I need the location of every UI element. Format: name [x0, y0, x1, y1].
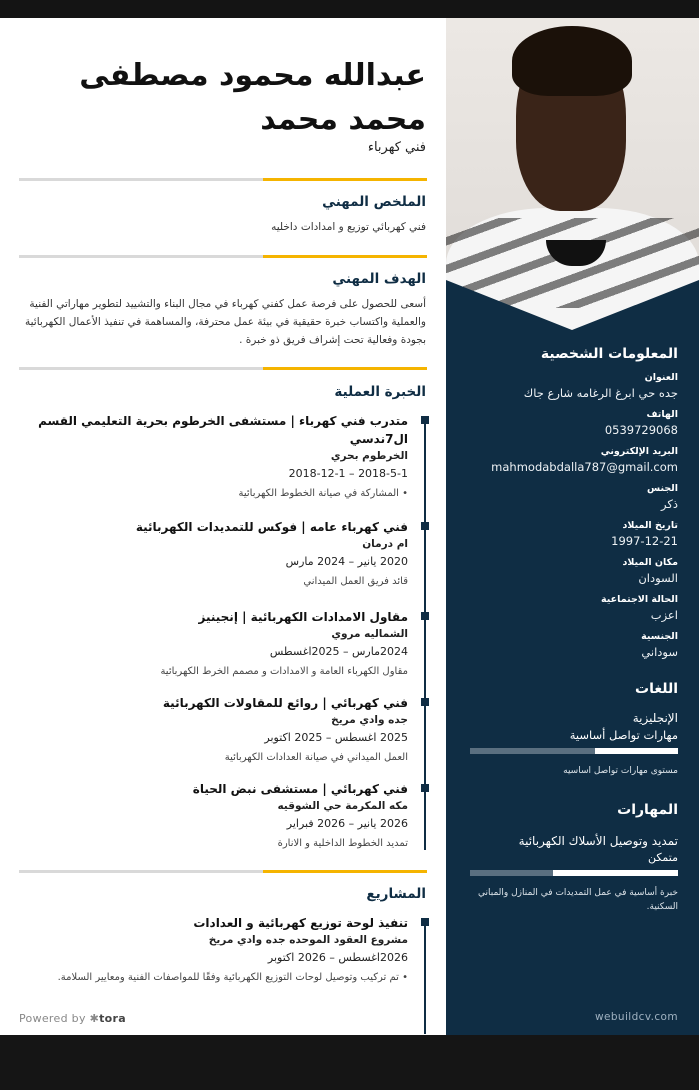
info-label: البريد الإلكتروني — [600, 446, 678, 457]
info-address — [466, 372, 678, 400]
job-title: فني كهربائي | روائع للمقاولات الكهربائية — [162, 696, 408, 710]
timeline-marker — [421, 522, 429, 530]
tora-logo-icon: ✱ — [89, 1012, 100, 1025]
site-link[interactable]: webuildcv.com — [594, 1011, 678, 1023]
info-birthdate — [466, 520, 678, 548]
job-description: تمديد الخطوط الداخلية و الانارة — [277, 838, 408, 849]
skill-level-fill — [553, 870, 678, 876]
info-label: تاريخ الميلاد — [622, 520, 678, 531]
job-location: ام درمان — [362, 538, 408, 550]
language-level: مهارات تواصل أساسية — [569, 728, 678, 742]
job-description: العمل الميداني في صيانة العدادات الكهربائية — [224, 752, 408, 763]
candidate-name: عبدالله محمود مصطفى محمد محمد — [79, 58, 426, 137]
job-title: متدرب فني كهرباء | مستشفى الخرطوم بحرية التعليمي القسم ال7ندسي — [38, 414, 408, 446]
experience-title: الخبرة العملية — [334, 384, 426, 400]
languages-title: اللغات — [635, 681, 678, 697]
job-entry — [18, 694, 426, 766]
timeline-marker — [421, 784, 429, 792]
timeline-marker — [421, 918, 429, 926]
job-date: 2026 يانير – 2026 فبراير — [286, 817, 408, 830]
job-description: • المشاركة في صيانة الخطوط الكهربائية — [238, 488, 408, 499]
section-divider — [19, 178, 427, 181]
info-value: ذكر — [661, 497, 678, 511]
job-title: فني كهرباء عامه | فوكس للتمديدات الكهربائية — [135, 520, 408, 534]
info-value: السودان — [638, 571, 678, 585]
powered-by[interactable] — [19, 1012, 126, 1025]
project-description: • تم تركيب وتوصيل لوحات التوزيع الكهربائية وفقًا للمواصفات الفنية ومعايير السلامة. — [57, 972, 408, 983]
job-title: مقاول الامدادات الكهربائية | إنجينيز — [198, 610, 408, 624]
info-value: 1997-12-21 — [611, 534, 678, 548]
language-name: الإنجليزية — [632, 711, 678, 725]
projects-title: المشاريع — [366, 886, 426, 902]
skill-note: خبرة أساسية في عمل التمديدات في المنازل والمباني السكنية. — [478, 888, 678, 912]
sidebar-content — [446, 338, 699, 914]
info-birthplace — [466, 557, 678, 585]
photo-chevron-cut — [446, 280, 699, 338]
job-description: قائد فريق العمل الميداني — [303, 576, 408, 587]
bottom-black-bar — [0, 1035, 699, 1090]
timeline-marker — [421, 416, 429, 424]
profile-photo — [446, 18, 699, 338]
section-divider — [19, 367, 427, 370]
section-divider — [19, 255, 427, 258]
skill-level: متمكن — [647, 851, 678, 864]
skill-level-bar — [470, 870, 678, 876]
job-title: فني كهربائي | مستشفى نبض الحياة — [192, 782, 408, 796]
divider-accent — [263, 870, 427, 873]
resume-page — [0, 18, 699, 1035]
divider-accent — [263, 367, 427, 370]
candidate-job-title: فني كهرباء — [367, 140, 426, 155]
divider-accent — [263, 178, 427, 181]
language-level-fill — [595, 748, 678, 754]
main-column — [0, 18, 446, 1035]
experience-timeline — [18, 412, 426, 852]
phone-value[interactable]: 0539729068 — [604, 423, 678, 437]
info-label: الجنس — [647, 483, 678, 494]
job-location: الخرطوم بحري — [330, 450, 408, 462]
photo-hair — [512, 26, 632, 96]
info-label: الجنسية — [641, 631, 678, 642]
info-label: العنوان — [644, 372, 678, 383]
personal-info-title: المعلومات الشخصية — [540, 346, 678, 362]
divider-accent — [263, 255, 427, 258]
project-location: مشروع العقود الموحده جده وادي مريخ — [208, 934, 408, 946]
info-label: الحالة الاجتماعية — [601, 594, 678, 605]
info-email — [466, 446, 678, 474]
language-level-bar — [470, 748, 678, 754]
section-divider — [19, 870, 427, 873]
info-marital-status — [466, 594, 678, 622]
job-location: الشماليه مروي — [331, 628, 408, 640]
project-title: تنفيذ لوحة توزيع كهربائية و العدادات — [193, 916, 408, 930]
job-entry — [18, 608, 426, 680]
info-nationality — [466, 631, 678, 659]
job-entry — [18, 780, 426, 852]
skill-item — [466, 834, 678, 914]
skill-name: تمديد وتوصيل الأسلاك الكهربائية — [518, 834, 678, 848]
job-entry — [18, 518, 426, 590]
timeline-marker — [421, 612, 429, 620]
language-note: مستوى مهارات تواصل اساسيه — [563, 766, 678, 776]
job-location: مكه المكرمة حي الشوقيه — [277, 800, 408, 812]
info-gender — [466, 483, 678, 511]
job-entry — [18, 412, 426, 502]
info-label: مكان الميلاد — [622, 557, 678, 568]
info-value: سوداني — [641, 645, 678, 659]
info-value: جده حي ابرغ الرغامه شارع جاك — [523, 386, 678, 400]
info-phone — [466, 409, 678, 437]
project-entry — [18, 914, 426, 986]
language-item — [466, 711, 678, 778]
top-black-bar — [0, 0, 699, 18]
info-value: اعزب — [650, 608, 678, 622]
summary-text: فني كهربائي توزيع و امدادات داخليه — [271, 221, 426, 233]
skills-title: المهارات — [617, 802, 678, 818]
powered-by-brand: tora — [99, 1012, 126, 1025]
job-date: 2024مارس – 2025اغسطس — [269, 645, 408, 658]
job-date: 2025 اغسطس – 2025 اكتوبر — [264, 731, 408, 744]
summary-title: الملخص المهني — [322, 194, 426, 210]
timeline-marker — [421, 698, 429, 706]
job-location: جده وادي مريخ — [331, 714, 408, 726]
sidebar — [446, 18, 699, 1035]
job-description: مقاول الكهرباء العامة و الامدادات و مصمم الخرط الكهربائية — [160, 666, 408, 677]
objective-title: الهدف المهني — [332, 271, 426, 287]
project-date: 2026اغسطس – 2026 اكتوبر — [267, 951, 408, 964]
job-date: 2020 يانير – 2024 مارس — [285, 555, 408, 568]
job-date: 2018-5-1 – 2018-12-1 — [288, 467, 408, 480]
powered-by-prefix: Powered by — [19, 1012, 86, 1025]
info-label: الهاتف — [646, 409, 678, 420]
email-value[interactable]: mahmodabdalla787@gmail.com — [491, 460, 678, 474]
objective-text: أسعى للحصول على فرصة عمل كفني كهرباء في مجال البناء والتشييد لتطوير مهاراتي الفنية والعملية واكتساب خبرة حقيقية في بيئة عمل محترفة، والمساهمة في تنفيذ الأعمال الكهربائية بجودة وفعالية تحت إشراف فريق ذو خبرة . — [24, 298, 426, 346]
